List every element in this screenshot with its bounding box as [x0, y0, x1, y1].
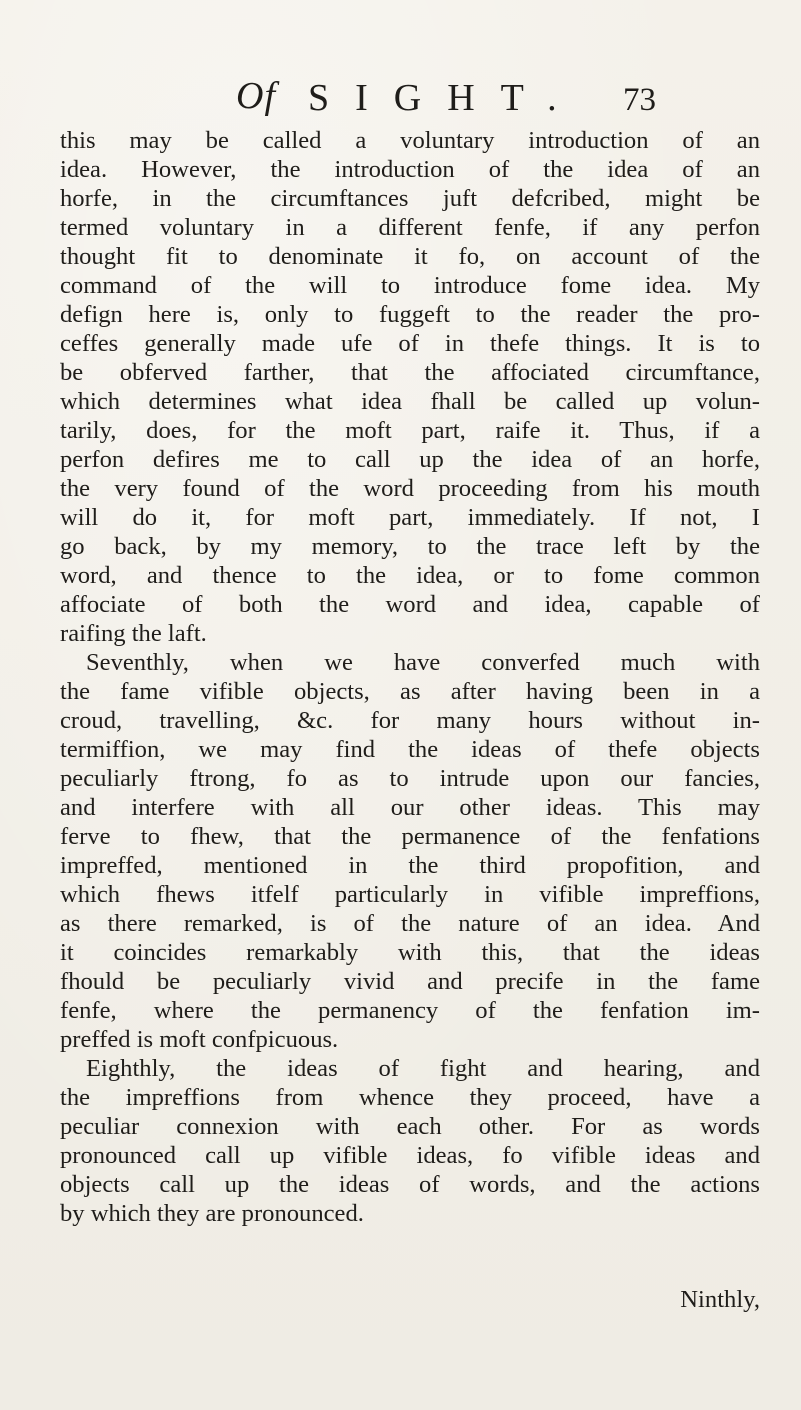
- text-line: perfon defires me to call up the idea of an horfe,: [60, 446, 760, 473]
- text-line: affociate of both the word and idea, capable of: [60, 591, 760, 618]
- running-head-of: Of: [236, 75, 276, 117]
- text-line: by which they are pronounced.: [60, 1200, 364, 1227]
- text-line: thought fit to denominate it fo, on account of the: [60, 243, 760, 270]
- text-line: peculiarly ftrong, fo as to intrude upon our fancies,: [60, 765, 760, 792]
- text-line: as there remarked, is of the nature of an idea. And: [60, 910, 760, 937]
- text-line: defign here is, only to fuggeft to the reader the pro-: [60, 301, 760, 328]
- text-line: ferve to fhew, that the permanence of the fenfations: [60, 823, 760, 850]
- paragraph-start-eighthly: Eighthly, the ideas of fight and hearing, and: [86, 1055, 760, 1082]
- text-line: fhould be peculiarly vivid and precife in the fame: [60, 968, 760, 995]
- running-head: [236, 74, 656, 124]
- text-line: go back, by my memory, to the trace left by the: [60, 533, 760, 560]
- text-line: it coincides remarkably with this, that the ideas: [60, 939, 760, 966]
- page-number: 73: [623, 82, 656, 118]
- text-line: which fhews itfelf particularly in vifible impreffions,: [60, 881, 760, 908]
- text-line: termed voluntary in a different fenfe, if any perfon: [60, 214, 760, 241]
- text-line: command of the will to introduce fome idea. My: [60, 272, 760, 299]
- text-line: croud, travelling, &c. for many hours without in-: [60, 707, 760, 734]
- text-line: ceffes generally made ufe of in thefe things. It is to: [60, 330, 760, 357]
- paragraph-start-seventhly: Seventhly, when we have converfed much with: [86, 649, 760, 676]
- body-text: [60, 126, 760, 1228]
- text-line: objects call up the ideas of words, and the actions: [60, 1171, 760, 1198]
- text-line: which determines what idea fhall be called up volun-: [60, 388, 760, 415]
- text-line: this may be called a voluntary introduction of an: [60, 127, 760, 154]
- text-line: raifing the laft.: [60, 620, 207, 647]
- text-line: horfe, in the circumftances juft defcribed, might be: [60, 185, 760, 212]
- text-line: impreffed, mentioned in the third propofition, and: [60, 852, 760, 879]
- text-line: termiffion, we may find the ideas of thefe objects: [60, 736, 760, 763]
- text-line: fenfe, where the permanency of the fenfation im-: [60, 997, 760, 1024]
- text-line: pronounced call up vifible ideas, fo vifible ideas and: [60, 1142, 760, 1169]
- running-head-title: SIGHT.: [308, 77, 583, 119]
- text-line: preffed is moft confpicuous.: [60, 1026, 339, 1053]
- text-line: idea. However, the introduction of the idea of an: [60, 156, 760, 183]
- text-line: the impreffions from whence they proceed, have a: [60, 1084, 760, 1111]
- text-line: will do it, for moft part, immediately. If not, I: [60, 504, 760, 531]
- text-line: be obferved farther, that the affociated circumftance,: [60, 359, 760, 386]
- text-line: peculiar connexion with each other. For as words: [60, 1113, 760, 1140]
- text-line: tarily, does, for the moft part, raife it. Thus, if a: [60, 417, 760, 444]
- text-line: and interfere with all our other ideas. This may: [60, 794, 760, 821]
- catchword: Ninthly,: [680, 1286, 760, 1313]
- text-line: word, and thence to the idea, or to fome common: [60, 562, 760, 589]
- text-line: the fame vifible objects, as after having been in a: [60, 678, 760, 705]
- text-line: the very found of the word proceeding from his mouth: [60, 475, 760, 502]
